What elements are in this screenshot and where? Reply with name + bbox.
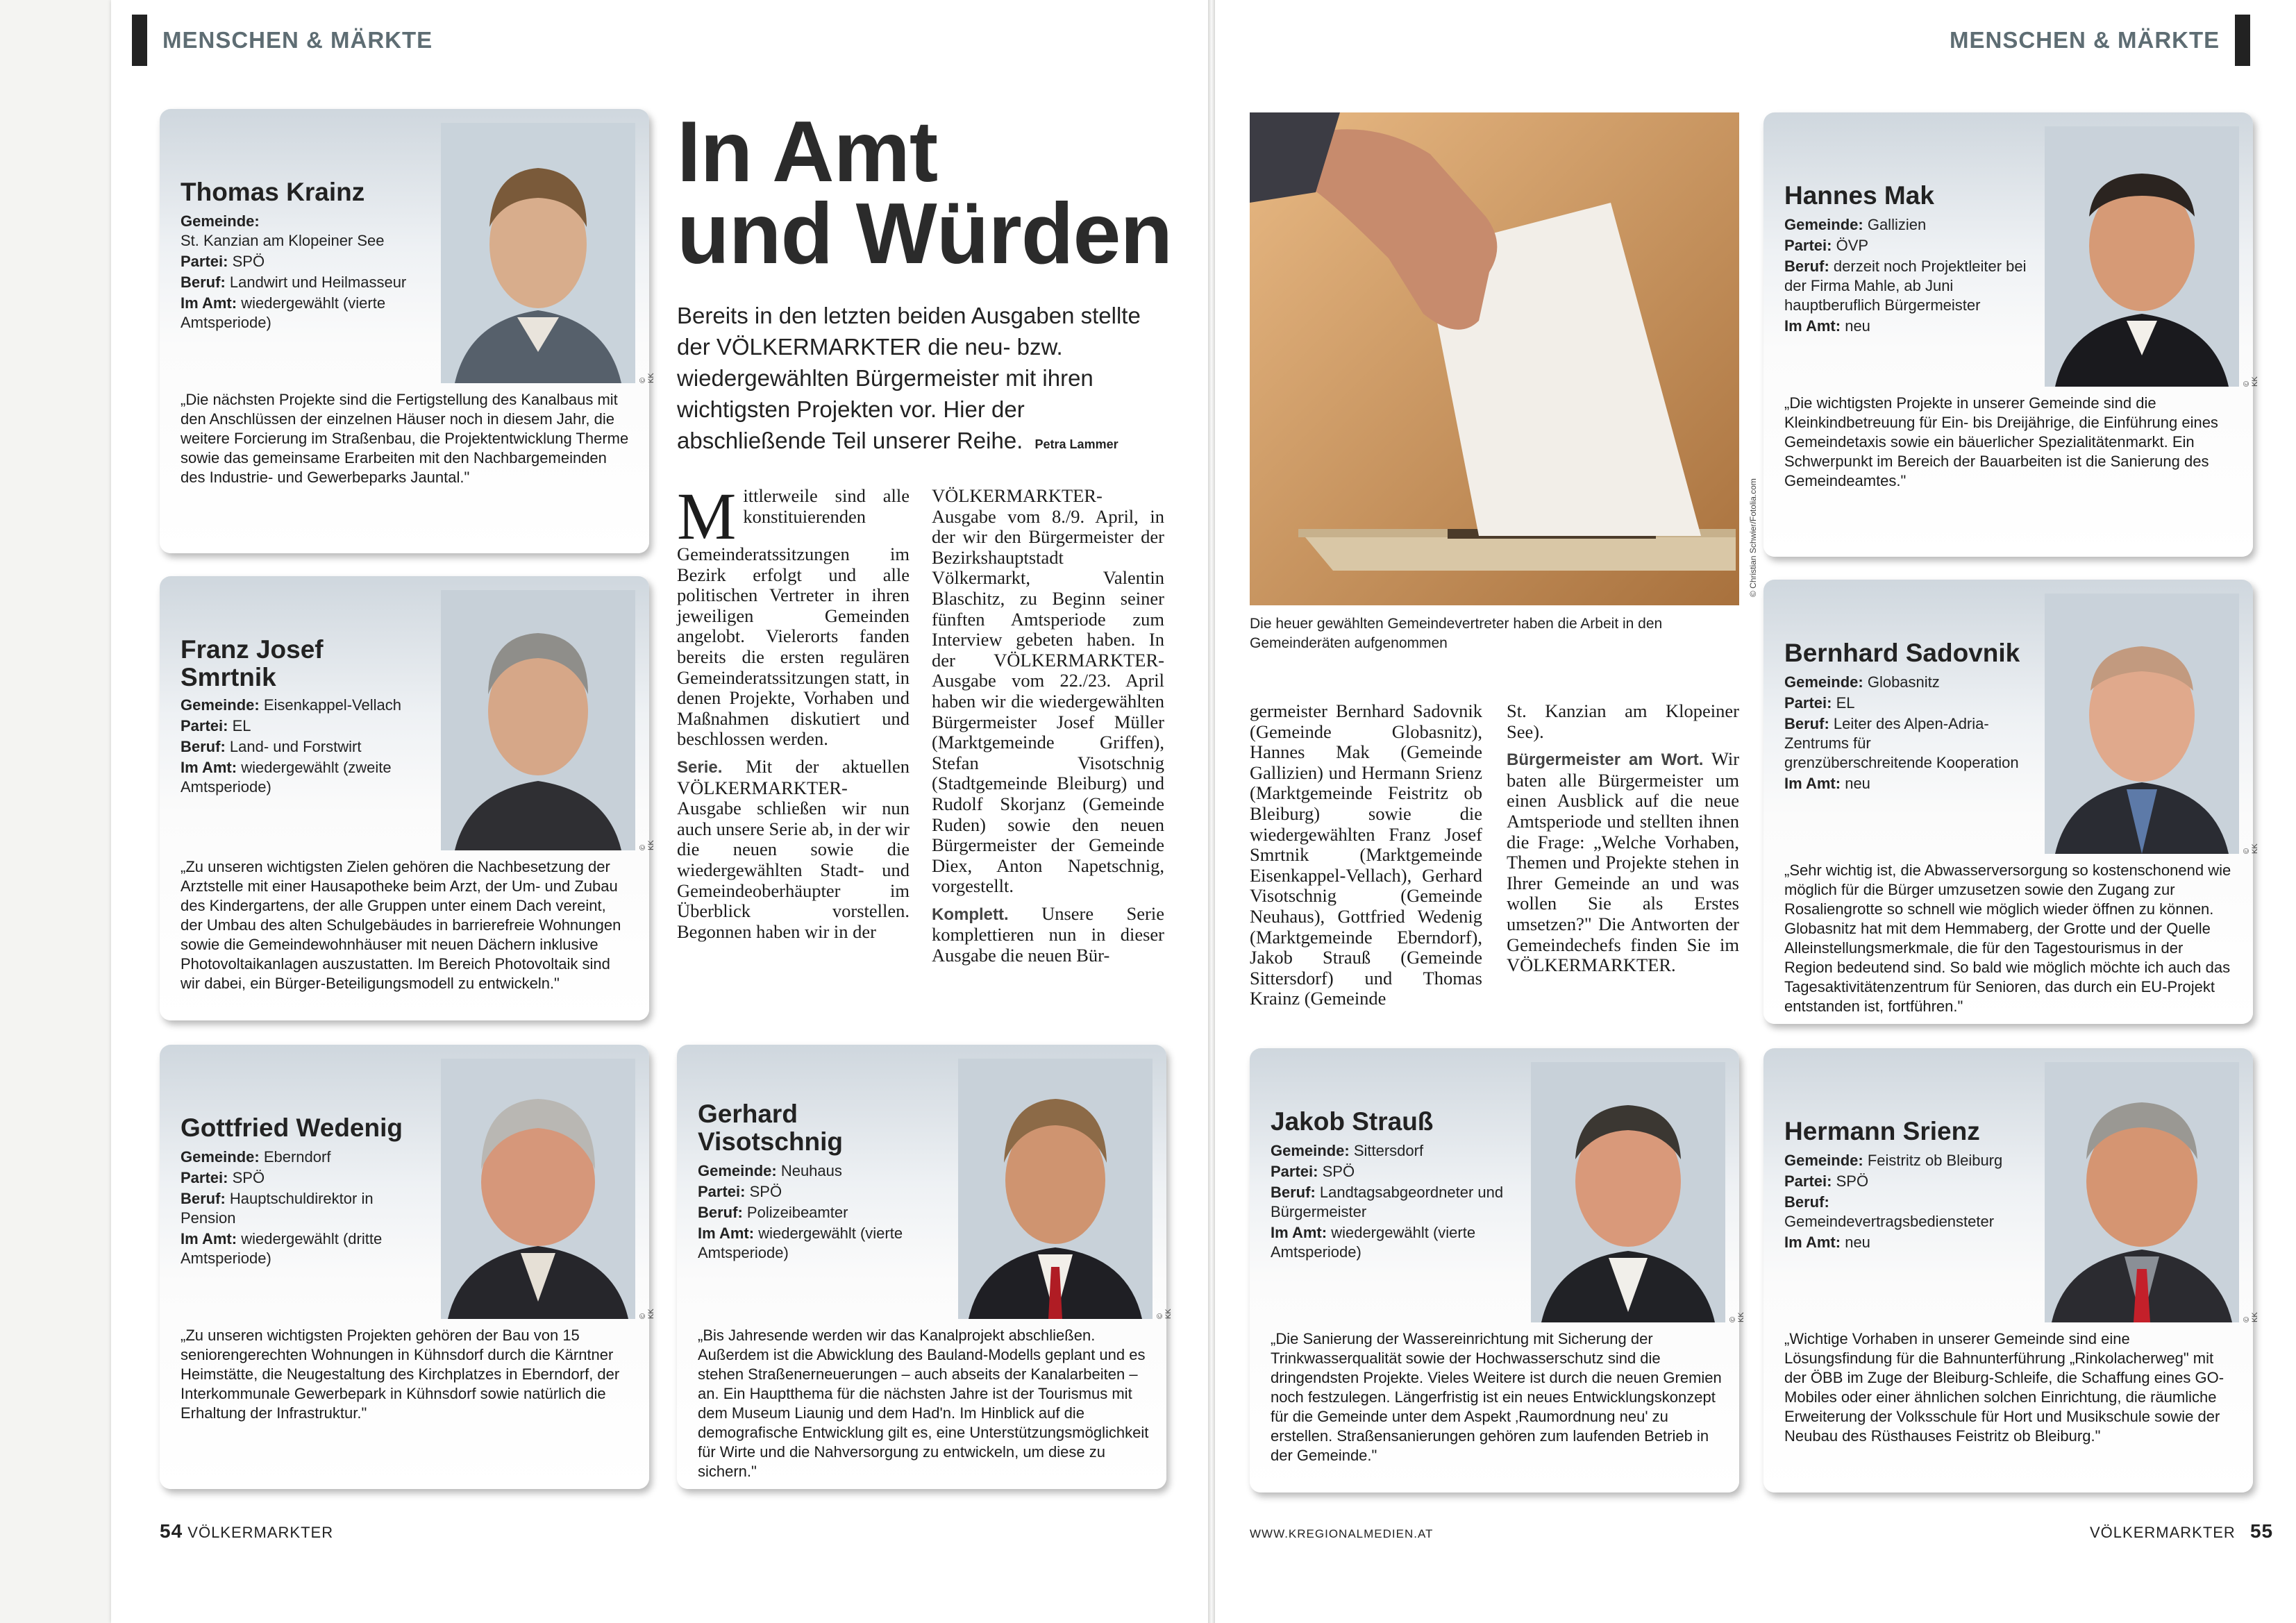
- profile-beruf: Leiter des Alpen-Adria-Zentrums für grenzüberschreitende Kooperation: [1784, 715, 2019, 771]
- profile-facts: Gemeinde: Globasnitz Partei: EL Beruf: Leiter des Alpen-Adria-Zentrums für grenzüberschreitende Kooperation Im Amt: neu: [1784, 673, 2019, 792]
- headline-line-2: und Würden: [677, 186, 1173, 282]
- footer-left: [160, 1520, 333, 1542]
- portrait-photo: [2045, 594, 2239, 854]
- profile-facts: Gemeinde: Eberndorf Partei: SPÖ Beruf: Hauptschuldirektor in Pension Im Amt: wiedergewählt (dritte Amtsperiode): [181, 1148, 383, 1267]
- ballot-caption: Die heuer gewählten Gemeindevertreter haben die Arbeit in den Gemeinderäten aufgenommen: [1250, 616, 1663, 651]
- photo-credit: © KK: [639, 373, 655, 383]
- profile-im-amt: neu: [1845, 1234, 1870, 1251]
- photo-credit: © KK: [1729, 1312, 1745, 1322]
- footer-url: WWW.KREGIONALMEDIEN.AT: [1250, 1527, 1434, 1540]
- profile-gemeinde: Sittersdorf: [1353, 1142, 1424, 1159]
- profile-name: Thomas Krainz: [181, 178, 365, 206]
- portrait-photo: [441, 590, 635, 850]
- section-rubric-left: [132, 19, 433, 61]
- profile-facts: Gemeinde: Gallizien Partei: ÖVP Beruf: derzeit noch Projektleiter bei der Firma Mahle, ab Juni hauptberuflich Bürgermeister Im Amt: neu: [1784, 216, 2027, 335]
- profile-quote: „Die nächsten Projekte sind die Fertigstellung des Kanalbaus mit den Anschlüssen der einzelnen Häuser noch in diesem Jahr, die weitere Forcierung im Straßenbau, die Projektentwicklung Therme sowie das gemeinsame Erarbeiten mit den Nachbargemeinden des Industrie- und Gewerbeparks Jauntal.": [181, 391, 629, 486]
- profile-partei: SPÖ: [232, 1169, 265, 1186]
- profile-facts: Gemeinde: Feistritz ob Bleiburg Partei: SPÖ Beruf: Gemeindevertragsbediensteter Im Amt: neu: [1784, 1152, 2003, 1251]
- profile-quote: „Bis Jahresende werden wir das Kanalprojekt abschließen. Außerdem ist die Abwicklung des Bauland-Modells geplant und es stehen Straßenerneuerungen – auch abseits der Kanalarbeiten – an. Ein Hauptthema für die nächsten Jahre ist der Tourismus mit dem Museum Liaunig und dem Had'n. Im Hinblick auf die demografische Entwicklung gilt es, eine Unterstützungsmöglichkeit für Wirte und die Nahversorgung zu entwickeln, um diese zu sichern.": [698, 1327, 1149, 1480]
- profile-beruf: Hauptschuldirektor in Pension: [181, 1190, 374, 1227]
- page-number-right: 55: [2249, 1520, 2274, 1542]
- profile-name: Franz Josef Smrtnik: [181, 635, 324, 691]
- portrait-illustration: [441, 590, 635, 850]
- article-column-2: [932, 486, 1164, 966]
- portrait-illustration: [2045, 1062, 2239, 1322]
- profile-card-smrtnik: [160, 576, 655, 1020]
- profile-beruf: derzeit noch Projektleiter bei der Firma Mahle, ab Juni hauptberuflich Bürgermeister: [1784, 258, 2027, 314]
- profile-im-amt: wiedergewählt (vierte Amtsperiode): [181, 294, 386, 331]
- section-rubric-right: [1950, 19, 2250, 61]
- lead-text: Bereits in den letzten beiden Ausgaben stellte der VÖLKERMARKTER die neu- bzw. wiedergewählten Bürgermeister mit ihren wichtigsten Projekten vor. Hier der abschließende Teil unserer Reihe.: [677, 303, 1141, 453]
- profile-im-amt: wiedergewählt (vierte Amtsperiode): [1271, 1224, 1476, 1261]
- profile-im-amt: wiedergewählt (dritte Amtsperiode): [181, 1230, 383, 1267]
- subhead-komplett: Komplett.: [932, 905, 1009, 924]
- portrait-illustration: [958, 1059, 1153, 1319]
- profile-quote: „Die wichtigsten Projekte in unserer Gemeinde sind die Kleinkindbetreuung für Ein- bis Dreijährige, die Einführung eines Gemeindetaxis sowie ein bäuerlicher Spezialitätenmarkt. Ein Schwerpunkt im Bereich der Bauarbeiten ist die Sanierung des Gemeindeamtes.": [1784, 394, 2218, 489]
- author-name: Petra Lammer: [1034, 437, 1118, 451]
- profile-gemeinde: Globasnitz: [1867, 673, 1940, 691]
- serie-text: Mit der aktuellen VÖLKERMARKTER-Ausgabe schließen wir nun auch unsere Serie ab, in der wir die neuen sowie die wiedergewählten Stadt- und Gemeindeoberhäupter im Überblick vorstellen. Begonnen haben wir in der: [677, 755, 910, 942]
- profile-card-visotschnig: [677, 1045, 1173, 1489]
- portrait-photo: [1531, 1062, 1725, 1322]
- profile-name: Gottfried Wedenig: [181, 1113, 403, 1142]
- article-lead: [677, 300, 1163, 460]
- profile-facts: Gemeinde: Neuhaus Partei: SPÖ Beruf: Polizeibeamter Im Amt: wiedergewählt (vierte Amtsperiode): [698, 1162, 903, 1261]
- profile-gemeinde: St. Kanzian am Klopeiner See: [181, 232, 385, 249]
- portrait-illustration: [2045, 126, 2239, 387]
- profile-beruf: Landtagsabgeordneter und Bürgermeister: [1271, 1184, 1504, 1220]
- portrait-photo: [441, 1059, 635, 1319]
- dropcap: M: [677, 479, 737, 553]
- profile-facts: Gemeinde: St. Kanzian am Klopeiner See Partei: SPÖ Beruf: Landwirt und Heilmasseur Im Amt: wiedergewählt (vierte Amtsperiode): [181, 212, 407, 331]
- profile-beruf: Gemeindevertragsbediensteter: [1784, 1213, 1995, 1230]
- rubric-bar: [2235, 15, 2250, 66]
- photo-credit: © KK: [639, 1309, 655, 1319]
- profile-gemeinde: Eisenkappel-Vellach: [263, 696, 401, 714]
- profile-gemeinde: Gallizien: [1867, 216, 1927, 233]
- portrait-photo: [2045, 1062, 2239, 1322]
- profile-im-amt: neu: [1845, 775, 1870, 792]
- profile-quote: „Die Sanierung der Wassereinrichtung mit Sicherung der Trinkwasserqualität sowie der Hochwasserschutz sind die dringendsten Projekte. Vieles Weitere ist durch die neuen Gremien noch festzulegen. Längerfristig ist ein neues Entwicklungskonzept für die Gemeinde unter dem Aspekt ‚Raumordnung neu' zu erstellen. Straßensanierungen gehören zum laufenden Betrieb in der Gemeinde.": [1271, 1330, 1722, 1464]
- photo-credit: © KK: [2243, 843, 2259, 854]
- portrait-photo: [2045, 126, 2239, 387]
- footer-right: [2090, 1520, 2273, 1542]
- profile-card-krainz: [160, 109, 655, 553]
- profile-card-srienz: [1763, 1048, 2259, 1492]
- article-column-3: [1250, 701, 1482, 1009]
- article-headline: [677, 104, 1173, 282]
- profile-partei: SPÖ: [1836, 1172, 1869, 1190]
- profile-name: Hannes Mak: [1784, 181, 1934, 210]
- profile-im-amt: wiedergewählt (zweite Amtsperiode): [181, 759, 392, 796]
- profile-im-amt: neu: [1845, 317, 1870, 335]
- profile-name: Bernhard Sadovnik: [1784, 639, 2020, 667]
- portrait-illustration: [441, 123, 635, 383]
- profile-beruf: Landwirt und Heilmasseur: [229, 274, 407, 291]
- portrait-photo: [958, 1059, 1153, 1319]
- intro-text: ittlerweile sind alle konstituierenden Gemeinderatssitzungen im Bezirk erfolgt und alle politischen Vertreter in ihren jeweiligen Gemeinden angelobt. Vielerorts fanden bereits die ersten regulären Gemeinderatssitzungen statt, in denen Projekte, Vorhaben und Maßnahmen diskutiert und beschlossen werden.: [677, 485, 910, 750]
- profile-gemeinde: Neuhaus: [780, 1162, 842, 1179]
- page-number-left: 54: [160, 1520, 183, 1542]
- profile-card-wedenig: [160, 1045, 655, 1489]
- ballot-photo: [1250, 112, 1739, 605]
- portrait-illustration: [2045, 594, 2239, 854]
- profile-quote: „Sehr wichtig ist, die Abwasserversorgung so kostenschonend wie möglich für die Bürger umzusetzen sowie den Zugang zur Rosaliengrotte so schnell wie möglich wieder öffnen zu können. Globasnitz hat mit dem Hemmaberg, der Grotte und der Quelle Alleinstellungsmerkmale, die für den Tagestourismus in der Region bedeutend sind. So bald wie möglich möchte ich auch das Tagesaktivitätenzentrum für Senioren, das durch ein EU-Projekt entstanden ist, fortführen.": [1784, 861, 2231, 1015]
- profile-quote: „Zu unseren wichtigsten Zielen gehören die Nachbesetzung der Arztstelle mit einer Hausapotheke beim Arzt, der Um- und Zubau des Kindergartens, der alle Gruppen unter einem Dach vereint, der Umbau des alten Schulgebäudes in barrierefreie Wohnungen sowie die Gemeindewohnhäuser mit neuen Dächern inklusive Photovoltaikanlagen auszustatten. Im Bereich Photovoltaik sind wir dabei, ein Bürger-Beteiligungsmodell zu entwickeln.": [181, 858, 621, 992]
- profile-quote: „Wichtige Vorhaben in unserer Gemeinde sind eine Lösungsfindung für die Bahnunterführung „Rinkolacherweg" mit der ÖBB im Zuge der Bleiburg-Schleife, die Schaffung eines GO-Mobiles oder einer ähnlichen solchen Einrichtung, die räumliche Erweiterung der Volksschule für Hort und Musikschule sowie der Neubau des Rüsthauses Feistritz ob Bleiburg.": [1784, 1330, 2224, 1445]
- portrait-illustration: [441, 1059, 635, 1319]
- headline-line-1: In Amt: [677, 104, 938, 200]
- rubric-bar: [132, 15, 147, 66]
- publication-name-left: VÖLKERMARKTER: [187, 1524, 334, 1541]
- profile-name: Gerhard Visotschnig: [698, 1100, 844, 1156]
- profile-partei: EL: [1836, 694, 1855, 712]
- profile-partei: SPÖ: [1322, 1163, 1355, 1180]
- col2-text: VÖLKERMARKTER-Ausgabe vom 8./9. April, in der wir den Bürgermeister der Bezirkshauptstadt Völkermarkt, Valentin Blaschitz, zu Beginn seiner fünften Amtsperiode zum Interview gebeten haben. In der VÖLKERMARKTER-Ausgabe vom 22./23. April haben wir die wiedergewählten Bürgermeister Josef Müller (Marktgemeinde Griffen), Stefan Visotschnig (Stadtgemeinde Bleiburg) und Rudolf Skorjanz (Gemeinde Ruden) sowie den neuen Bürgermeister der Gemeinde Diex, Anton Napetschnig, vorgestellt.: [932, 485, 1164, 897]
- profile-card-sadovnik: [1763, 580, 2259, 1024]
- subhead-buergermeister: Bürgermeister am Wort.: [1507, 750, 1704, 770]
- col4-text: St. Kanzian am Klopeiner See).: [1507, 700, 1739, 742]
- profile-gemeinde: Eberndorf: [263, 1148, 331, 1166]
- portrait-photo: [441, 123, 635, 383]
- profile-beruf: Land- und Forstwirt: [229, 738, 362, 755]
- article-column-1: [677, 479, 910, 942]
- profile-facts: Gemeinde: Eisenkappel-Vellach Partei: EL Beruf: Land- und Forstwirt Im Amt: wiedergewählt (zweite Amtsperiode): [181, 696, 401, 796]
- subhead-serie: Serie.: [677, 757, 723, 777]
- article-column-4: [1507, 701, 1739, 976]
- profile-beruf: Polizeibeamter: [746, 1204, 848, 1221]
- spine-gutter: [1208, 0, 1215, 1623]
- profile-partei: ÖVP: [1836, 237, 1869, 254]
- wort-text: Wir baten alle Bürgermeister um einen Ausblick auf die neue Amtsperiode und stellten ihnen die Frage: „Welche Vorhaben, Themen und Projekte stehen in Ihrer Gemeinde an und was wollen Sie als Erstes umsetzen?" Die Antworten der Gemeindechefs finden Sie im VÖLKERMARKTER.: [1507, 748, 1740, 976]
- profile-name: Hermann Srienz: [1784, 1117, 1980, 1145]
- photo-credit: © KK: [639, 840, 655, 850]
- komplett-text: Unsere Serie komplettieren nun in dieser Ausgabe die neuen Bür-: [932, 902, 1165, 966]
- profile-quote: „Zu unseren wichtigsten Projekten gehören der Bau von 15 seniorengerechten Wohnungen in Kühnsdorf durch die Kärntner Heimstätte, die Neugestaltung des Kirchplatzes in Eberndorf, der Interkommunale Gewerbepark in Kühnsdorf sowie natürlich die Erhaltung der Infrastruktur.": [181, 1327, 620, 1422]
- profile-partei: SPÖ: [232, 253, 265, 270]
- profile-gemeinde: Feistritz ob Bleiburg: [1867, 1152, 2003, 1169]
- publication-name-right: VÖLKERMARKTER: [2090, 1524, 2236, 1541]
- photo-credit: © KK: [1156, 1309, 1173, 1319]
- profile-im-amt: wiedergewählt (vierte Amtsperiode): [698, 1225, 903, 1261]
- profile-name: Jakob Strauß: [1271, 1107, 1434, 1136]
- ballot-photo-credit: © Christian Schwier/Fotolia.com: [1748, 478, 1758, 597]
- portrait-illustration: [1531, 1062, 1725, 1322]
- ballot-box-illustration: [1250, 112, 1739, 605]
- profile-partei: SPÖ: [749, 1183, 782, 1200]
- photo-credit: © KK: [2243, 376, 2259, 387]
- profile-card-mak: [1763, 112, 2259, 557]
- profile-partei: EL: [232, 717, 251, 734]
- profile-facts: Gemeinde: Sittersdorf Partei: SPÖ Beruf: Landtagsabgeordneter und Bürgermeister Im Amt: wiedergewählt (vierte Amtsperiode): [1271, 1142, 1504, 1261]
- section-title-left: MENSCHEN & MÄRKTE: [162, 27, 433, 53]
- photo-credit: © KK: [2243, 1312, 2259, 1322]
- col3-text: germeister Bernhard Sadovnik (Gemeinde Globasnitz), Hannes Mak (Gemeinde Gallizien) und Hermann Srienz (Marktgemeinde Feistritz ob Bleiburg) sowie die wiedergewählten Franz Josef Smrtnik (Marktgemeinde Eisenkappel-Vellach), Gerhard Visotschnig (Gemeinde Neuhaus), Gottfried Wedenig (Marktgemeinde Eberndorf), Jakob Strauß (Gemeinde Sittersdorf) und Thomas Krainz (Gemeinde: [1250, 700, 1482, 1009]
- section-title-right: MENSCHEN & MÄRKTE: [1950, 27, 2220, 53]
- profile-card-strauss: [1250, 1048, 1745, 1492]
